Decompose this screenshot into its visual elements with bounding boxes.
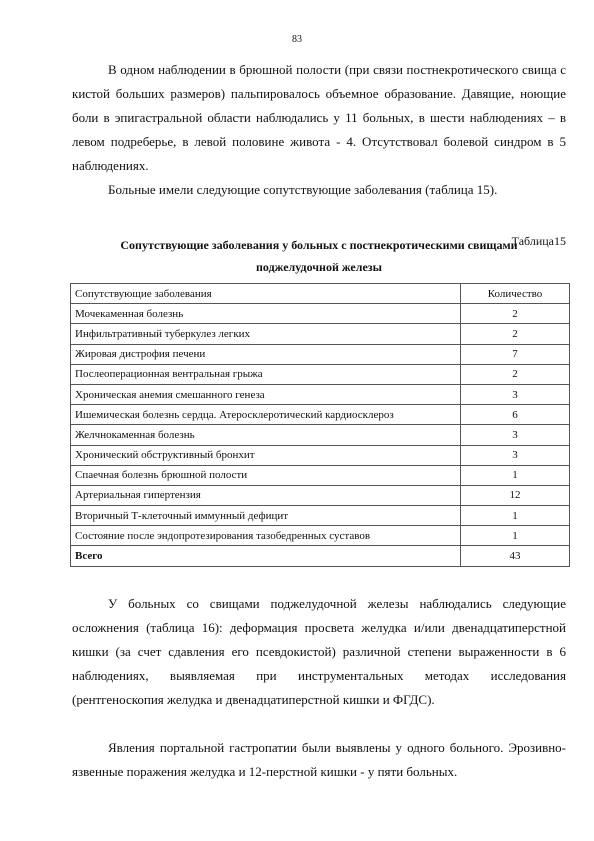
count-cell: 12 xyxy=(461,485,570,505)
table-row xyxy=(71,324,570,344)
count-cell: 6 xyxy=(461,405,570,425)
page-number: 83 xyxy=(292,34,302,45)
table-title-line-2: поджелудочной железы xyxy=(256,260,382,274)
paragraph-gastropathy: Явления портальной гастропатии были выявлены у одного больного. Эрозивно-язвенные поражения желудка и 12-перстной кишки - у пяти больных. xyxy=(72,740,566,779)
table-row xyxy=(71,526,570,546)
disease-cell: Артериальная гипертензия xyxy=(71,485,461,505)
count-cell: 1 xyxy=(461,506,570,526)
count-cell: 2 xyxy=(461,304,570,324)
disease-cell: Вторичный Т-клеточный иммунный дефицит xyxy=(71,506,461,526)
disease-cell: Ишемическая болезнь сердца. Атеросклеротический кардиосклероз xyxy=(71,405,461,425)
table-title-line-1: Сопутствующие заболевания у больных с постнекротическими свищами xyxy=(120,238,518,252)
header-count: Количество xyxy=(461,284,570,304)
count-cell: 3 xyxy=(461,384,570,404)
count-cell: 1 xyxy=(461,465,570,485)
table-row xyxy=(71,344,570,364)
comorbidities-table xyxy=(70,283,570,567)
header-disease: Сопутствующие заболевания xyxy=(71,284,461,304)
disease-cell: Жировая дистрофия печени xyxy=(71,344,461,364)
table-total-row xyxy=(71,546,570,566)
disease-cell: Хронический обструктивный бронхит xyxy=(71,445,461,465)
table-row xyxy=(71,506,570,526)
count-cell: 3 xyxy=(461,425,570,445)
count-cell: 2 xyxy=(461,364,570,384)
count-cell: 3 xyxy=(461,445,570,465)
paragraph-intro: В одном наблюдении в брюшной полости (при связи постнекротического свища с кистой больших размеров) пальпировалось объемное образование. Давящие, ноющие боли в эпигастральной области наблюдались у 11 больных, в шести наблюдениях – в левом подреберье, в левой половине живота - 4. Отсутствовал болевой синдром в 5 наблюдениях. xyxy=(72,62,566,173)
disease-cell: Мочекаменная болезнь xyxy=(71,304,461,324)
table-row xyxy=(71,465,570,485)
table-row xyxy=(71,425,570,445)
table-row xyxy=(71,485,570,505)
table-row xyxy=(71,405,570,425)
table-row xyxy=(71,364,570,384)
table-label: Таблица15 xyxy=(511,234,566,248)
disease-cell: Послеоперационная вентральная грыжа xyxy=(71,364,461,384)
disease-cell: Желчнокаменная болезнь xyxy=(71,425,461,445)
total-label: Всего xyxy=(71,546,461,566)
total-count: 43 xyxy=(461,546,570,566)
paragraph-table-reference: Больные имели следующие сопутствующие заболевания (таблица 15). xyxy=(108,182,498,197)
table-row xyxy=(71,384,570,404)
disease-cell: Спаечная болезнь брюшной полости xyxy=(71,465,461,485)
count-cell: 7 xyxy=(461,344,570,364)
disease-cell: Состояние после эндопротезирования тазобедренных суставов xyxy=(71,526,461,546)
count-cell: 1 xyxy=(461,526,570,546)
table-row xyxy=(71,445,570,465)
disease-cell: Хроническая анемия смешанного генеза xyxy=(71,384,461,404)
disease-cell: Инфильтративный туберкулез легких xyxy=(71,324,461,344)
table-title xyxy=(72,234,566,278)
table-row xyxy=(71,304,570,324)
count-cell: 2 xyxy=(461,324,570,344)
table-header-row xyxy=(71,284,570,304)
paragraph-complications: У больных со свищами поджелудочной железы наблюдались следующие осложнения (таблица 16): деформация просвета желудка и/или двенадцатиперстной кишки (за счет сдавления его псевдокистой) различной степени выраженности в 6 наблюдениях, выявляемая при инструментальных методах исследования (рентгеноскопия желудка и двенадцатиперстной кишки и ФГДС). xyxy=(72,596,566,707)
